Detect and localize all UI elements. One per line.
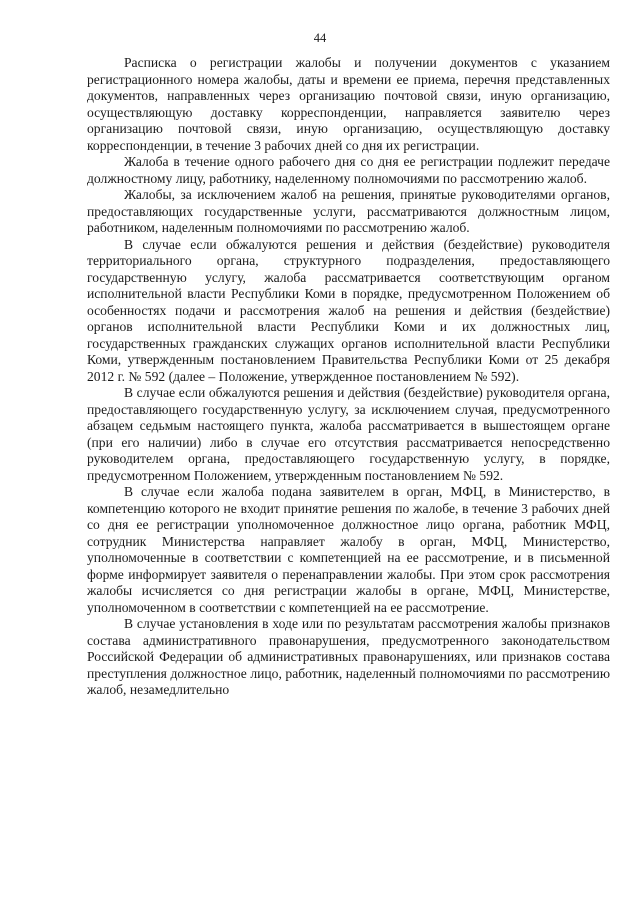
paragraph-redirect-complaint: В случае если жалоба подана заявителем в орган, МФЦ, в Министерство, в компетенцию которого не входит принятие решения по жалобе, в течение 3 рабочих дней со дня ее регистрации уполномоченное должностное лицо органа, работник МФЦ, сотрудник Министерства направляет жалобу в орган, МФЦ, Министерство, уполномоченные в соответствии с компетенцией на ее рассмотрение, и в письменной форме информирует заявителя о перенаправлении жалобы. При этом срок рассмотрения жалобы исчисляется со дня регистрации жалобы в органе, МФЦ, Министерстве, уполномоченном в соответствии с компетенцией на ее рассмотрение. xyxy=(87,484,610,615)
body-text xyxy=(87,55,610,699)
page-number: 44 xyxy=(313,31,327,45)
paragraph-offense-signs: В случае установления в ходе или по результатам рассмотрения жалобы признаков состава административного правонарушения, предусмотренного законодательством Российской Федерации об административных правонарушениях, или признаков состава преступления должностное лицо, работник, наделенный полномочиями по рассмотрению жалоб, незамедлительно xyxy=(87,616,610,697)
paragraph-complaints-review: Жалобы, за исключением жалоб на решения, принятые руководителями органов, предоставляющих государственные услуги, рассматриваются должностным лицом, работником, наделенным полномочиями по рассмотрению жалоб. xyxy=(87,187,610,235)
paragraph-head-of-body: В случае если обжалуются решения и действия (бездействие) руководителя органа, предоставляющего государственную услугу, за исключением случая, предусмотренного абзацем седьмым настоящего пункта, жалоба рассматривается в вышестоящем органе (при его наличии) либо в случае его отсутствия рассматривается непосредственно руководителем органа, предоставляющего государственную услугу, в порядке, предусмотренном Положением, утвержденным постановлением № 592. xyxy=(87,385,610,483)
paragraph-transfer-to-official: Жалоба в течение одного рабочего дня со дня ее регистрации подлежит передаче должностному лицу, работнику, наделенному полномочиями по рассмотрению жалоб. xyxy=(87,154,610,186)
paragraph-territorial-body: В случае если обжалуются решения и действия (бездействие) руководителя территориального органа, структурного подразделения, предоставляющего государственную услугу, жалоба рассматривается соответствующим органом исполнительной власти Республики Коми в порядке, предусмотренном Положением об особенностях подачи и рассмотрения жалоб на решения и действия (бездействие) органов исполнительной власти Республики Коми и их должностных лиц, государственных гражданских служащих органов исполнительной власти Республики Коми, утвержденным постановлением Правительства Республики Коми от 25 декабря 2012 г. № 592 (далее – Положение, утвержденное постановлением № 592). xyxy=(87,236,610,384)
paragraph-receipt-notice: Расписка о регистрации жалобы и получении документов с указанием регистрационного номера жалобы, даты и времени ее приема, перечня представленных документов, направленных через организацию почтовой связи, иную организацию, осуществляющую доставку корреспонденции, направляется заявителю через организацию почтовой связи, иную организацию, осуществляющую доставку корреспонденции, в течение 3 рабочих дней со дня их регистрации. xyxy=(87,55,610,153)
